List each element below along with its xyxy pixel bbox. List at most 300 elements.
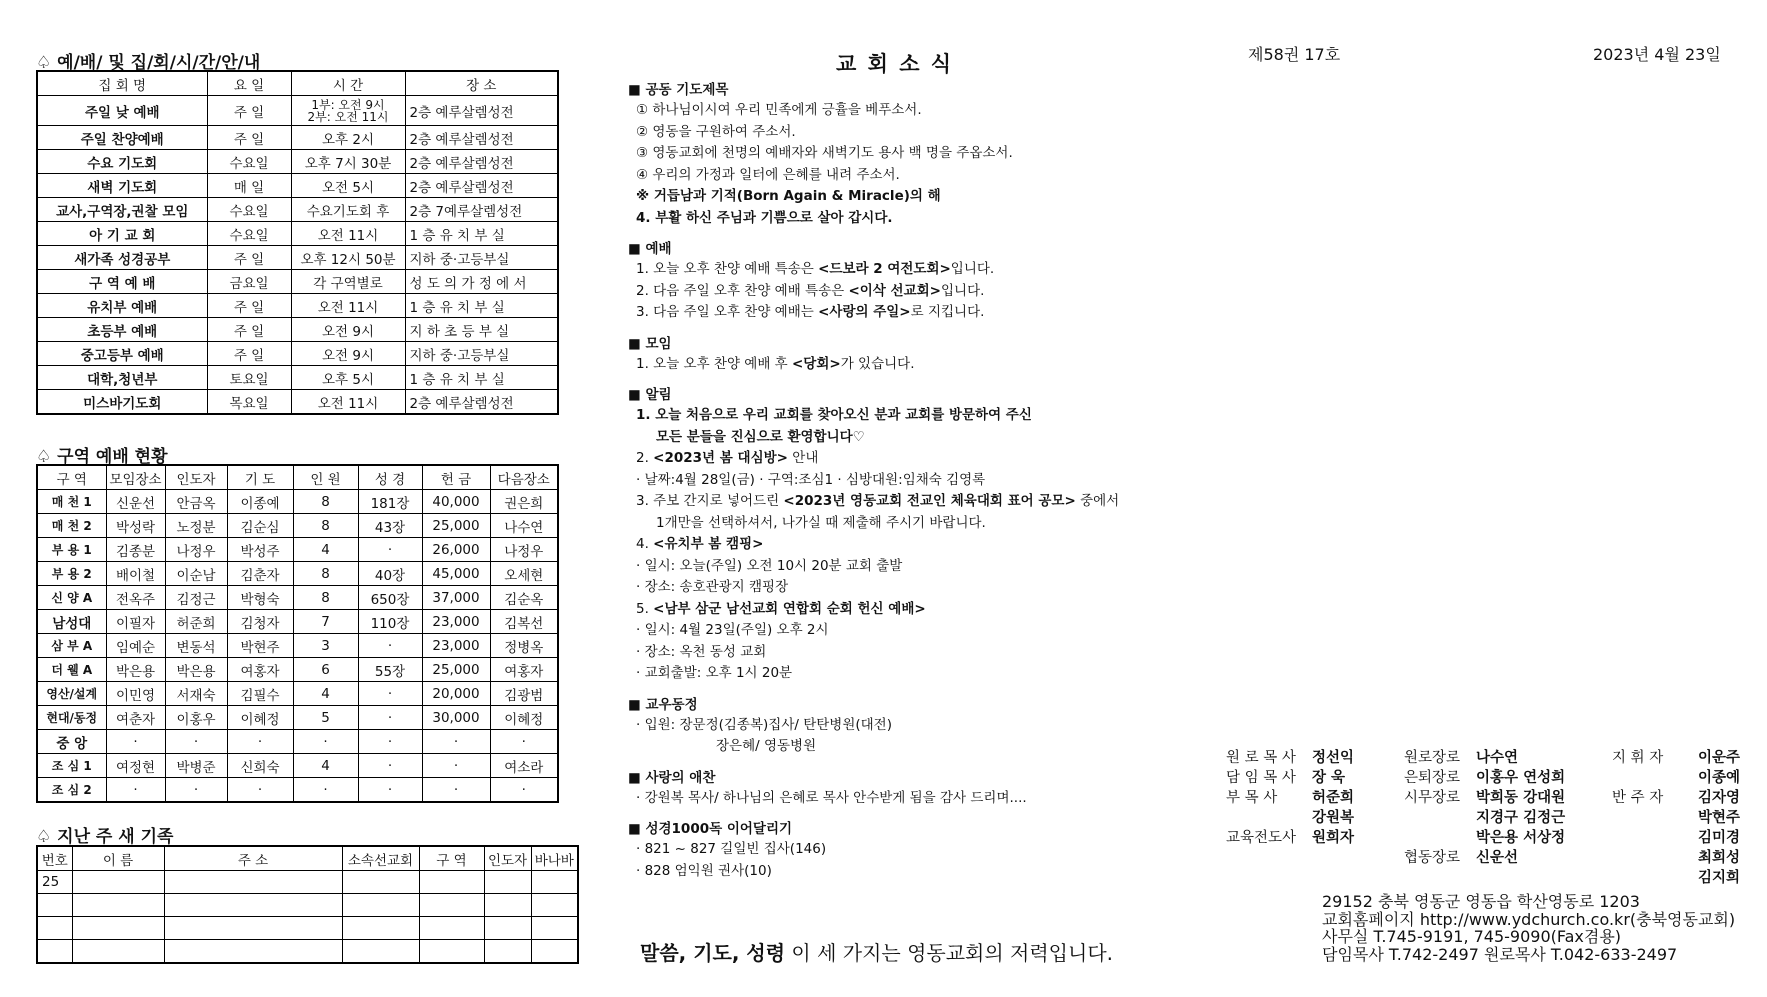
newcomer-cell <box>164 871 342 894</box>
meeting-time: 오전 11시 <box>291 294 405 318</box>
meeting-name: 주일 찬양예배 <box>37 126 207 150</box>
meeting-place: 2층 예루살렘성전 <box>405 174 558 198</box>
meeting-time: 오전 11시 <box>291 222 405 246</box>
issue-number: 제58권 17호 <box>1248 45 1341 64</box>
staff-entry <box>1226 828 1354 848</box>
meeting-name: 교사,구역장,권찰 모임 <box>37 198 207 222</box>
year-theme: ※ 거듭남과 기적(Born Again & Miracle)의 해 <box>636 188 941 204</box>
meeting-name: 초등부 예배 <box>37 318 207 342</box>
love-feast-heading: ■ 사랑의 애찬 <box>628 769 716 786</box>
district-name: 부 용 1 <box>37 538 106 562</box>
newcomer-cell <box>419 871 484 894</box>
newcomer-cell <box>72 871 164 894</box>
meeting-name: 주일 낮 예배 <box>37 96 207 126</box>
newcomer-cell <box>72 917 164 940</box>
meeting-place: 2층 예루살렘성전 <box>405 96 558 126</box>
newcomer-cell <box>484 871 531 894</box>
meeting-day: 토요일 <box>207 366 291 390</box>
meeting-place: 1 층 유 치 부 실 <box>405 366 558 390</box>
district-row <box>37 610 558 634</box>
meeting-place: 1 층 유 치 부 실 <box>405 294 558 318</box>
next-place: 김광범 <box>490 682 558 706</box>
offering: 23,000 <box>422 610 490 634</box>
pastor-phones: 담임목사 T.742-2497 원로목사 T.042-633-2497 <box>1322 944 1678 964</box>
meeting-place: 2층 예루살렘성전 <box>405 126 558 150</box>
next-place: · <box>490 778 558 803</box>
attendance: 8 <box>293 490 358 514</box>
district-name: 영산/설계 <box>37 682 106 706</box>
prayer-item: ④ 우리의 가정과 일터에 은혜를 내려 주소서. <box>636 166 900 183</box>
worship-row <box>37 96 558 126</box>
prayer: · <box>227 730 293 754</box>
meeting-name: 아 기 교 회 <box>37 222 207 246</box>
column-header: 모임장소 <box>106 465 165 490</box>
column-header: 이 름 <box>72 846 164 871</box>
newcomer-cell: 25 <box>37 871 72 894</box>
meeting-name: 새가족 성경공부 <box>37 246 207 270</box>
newcomer-cell <box>419 940 484 964</box>
district-report-title: ♤ 구역 예배 현황 <box>36 447 168 467</box>
prayer: 박성주 <box>227 538 293 562</box>
leader: 박은용 <box>165 658 227 682</box>
district-row <box>37 562 558 586</box>
meeting-day: 금요일 <box>207 270 291 294</box>
meeting-day: 수요일 <box>207 222 291 246</box>
column-header: 다음장소 <box>490 465 558 490</box>
worship-row <box>37 126 558 150</box>
meeting-place: 지 하 초 등 부 실 <box>405 318 558 342</box>
district-name: 삼 부 A <box>37 634 106 658</box>
leader: 허준희 <box>165 610 227 634</box>
notice-line: 4. <유치부 봄 캠핑> <box>636 536 764 552</box>
worship-row <box>37 366 558 390</box>
notice-line: · 날짜:4월 28일(금) · 구역:조심1 · 심방대원:임채숙 김영록 <box>636 471 986 488</box>
district-name: 신 양 A <box>37 586 106 610</box>
staff-name: 박은용 서상정 <box>1476 830 1566 846</box>
newcomer-cell <box>484 894 531 917</box>
postal-address: 29152 충북 영동군 영동읍 학산영동로 1203 <box>1322 892 1640 911</box>
column-header: 주 소 <box>164 846 342 871</box>
attendance: 4 <box>293 538 358 562</box>
meeting-day: 목요일 <box>207 390 291 415</box>
prayer: 이혜정 <box>227 706 293 730</box>
staff-role: 교육전도사 <box>1226 830 1297 846</box>
prayer: 김청자 <box>227 610 293 634</box>
worship-row <box>37 390 558 415</box>
meeting-time: 오후 7시 30분 <box>291 150 405 174</box>
staff-entry <box>1612 748 1740 768</box>
staff-name: 강원복 <box>1312 810 1355 826</box>
staff-role: 지 휘 자 <box>1612 750 1664 766</box>
notice-line: 1. 오늘 처음으로 우리 교회를 찾아오신 분과 교회를 방문하여 주신 <box>636 407 1032 423</box>
hymn: 43장 <box>358 514 422 538</box>
newcomer-cell <box>531 871 578 894</box>
worship-row <box>37 342 558 366</box>
newcomers-header-row <box>37 846 578 871</box>
meeting-place: · <box>106 730 165 754</box>
worship-row <box>37 198 558 222</box>
meeting-day: 주 일 <box>207 126 291 150</box>
meeting-place: 2층 7예루살렘성전 <box>405 198 558 222</box>
newcomer-cell <box>342 940 419 964</box>
meeting-name: 수요 기도회 <box>37 150 207 174</box>
members-heading: ■ 교우동정 <box>628 696 698 713</box>
meeting-name: 중고등부 예배 <box>37 342 207 366</box>
bible-reading-line: · 828 엄익원 권사(10) <box>636 862 772 879</box>
column-header: 인도자 <box>484 846 531 871</box>
attendance: · <box>293 778 358 803</box>
column-header: 시 간 <box>291 71 405 96</box>
district-row <box>37 730 558 754</box>
staff-entry <box>1612 768 1740 788</box>
offering: 45,000 <box>422 562 490 586</box>
newcomer-cell <box>531 940 578 964</box>
district-name: 더 웰 A <box>37 658 106 682</box>
newcomer-row <box>37 940 578 964</box>
leader: 박병준 <box>165 754 227 778</box>
hymn: 650장 <box>358 586 422 610</box>
prayer-heading: ■ 공동 기도제목 <box>628 82 729 98</box>
staff-entry <box>1612 868 1740 888</box>
worship-news-item: 3. 다음 주일 오후 찬양 예배는 <사랑의 주일>로 지킵니다. <box>636 304 985 320</box>
column-header: 번호 <box>37 846 72 871</box>
hymn: · <box>358 538 422 562</box>
worship-row <box>37 318 558 342</box>
column-header: 성 경 <box>358 465 422 490</box>
office-phone: 사무실 T.745-9191, 745-9090(Fax겸용) <box>1322 927 1622 946</box>
bible-reading-line: · 821 ~ 827 길일빈 집사(146) <box>636 841 827 857</box>
worship-news-item: 2. 다음 주일 오후 찬양 예배 특송은 <이삭 선교회>입니다. <box>636 282 985 299</box>
newcomer-cell <box>164 894 342 917</box>
district-row <box>37 514 558 538</box>
leader: 나정우 <box>165 538 227 562</box>
staff-entry <box>1404 808 1565 828</box>
meeting-time: 각 구역별로 <box>291 270 405 294</box>
members-line: · 입원: 장문정(김종복)집사/ 탄탄병원(대전) <box>636 716 892 733</box>
district-row <box>37 682 558 706</box>
meeting-place: 배이철 <box>106 562 165 586</box>
newcomers-table <box>36 845 579 964</box>
staff-name: 이홍우 연성희 <box>1476 770 1566 786</box>
notice-line: 모든 분들을 진심으로 환영합니다♡ <box>656 428 865 445</box>
staff-name: 박현주 <box>1698 810 1741 826</box>
staff-entry <box>1226 768 1354 788</box>
staff-name: 허준희 <box>1312 790 1355 806</box>
attendance: 8 <box>293 562 358 586</box>
worship-heading: ■ 예배 <box>628 241 672 257</box>
offering: 23,000 <box>422 634 490 658</box>
attendance: 8 <box>293 586 358 610</box>
next-place: 김순옥 <box>490 586 558 610</box>
staff-name: 김미경 <box>1698 830 1741 846</box>
staff-entry <box>1226 808 1354 828</box>
staff-role: 담 임 목 사 <box>1226 770 1296 786</box>
staff-entry <box>1226 748 1354 768</box>
newcomer-cell <box>37 894 72 917</box>
monthly-theme: 4. 부활 하신 주님과 기쁨으로 살아 갑시다. <box>636 209 893 226</box>
district-name: 중 앙 <box>37 730 106 754</box>
hymn: 55장 <box>358 658 422 682</box>
newcomer-row <box>37 871 578 894</box>
hymn: · <box>358 706 422 730</box>
newcomer-row <box>37 894 578 917</box>
newcomer-cell <box>342 871 419 894</box>
column-header: 바나바 <box>531 846 578 871</box>
staff-name: 최희성 <box>1698 850 1741 866</box>
bible-reading-heading: ■ 성경1000독 이어달리기 <box>628 821 793 837</box>
meeting-name: 유치부 예배 <box>37 294 207 318</box>
newcomer-cell <box>342 894 419 917</box>
meeting-place: 이필자 <box>106 610 165 634</box>
leader: 이순남 <box>165 562 227 586</box>
meeting-time: 오전 9시 <box>291 342 405 366</box>
notice-line: · 교회출발: 오후 1시 20분 <box>636 665 793 681</box>
prayer: 김순심 <box>227 514 293 538</box>
meeting-place: 박성락 <box>106 514 165 538</box>
district-name: 조 심 1 <box>37 754 106 778</box>
district-row <box>37 490 558 514</box>
prayer: 박형숙 <box>227 586 293 610</box>
meeting-place: 박은용 <box>106 658 165 682</box>
news-title: 교 회 소 식 <box>836 52 954 76</box>
meeting-place: 전옥주 <box>106 586 165 610</box>
meeting-day: 주 일 <box>207 318 291 342</box>
notice-line: 2. <2023년 봄 대심방> 안내 <box>636 450 819 466</box>
staff-entry <box>1404 768 1565 788</box>
district-row <box>37 778 558 803</box>
newcomer-cell <box>37 917 72 940</box>
staff-role: 원 로 목 사 <box>1226 750 1296 766</box>
newcomer-cell <box>531 894 578 917</box>
leader: 변동석 <box>165 634 227 658</box>
notice-line: · 장소: 송호관광지 캠핑장 <box>636 579 789 595</box>
column-header: 인도자 <box>165 465 227 490</box>
staff-elders <box>1404 748 1565 868</box>
website[interactable]: 교회홈페이지 http://www.ydchurch.co.kr(충북영동교회) <box>1322 909 1736 929</box>
prayer: 김필수 <box>227 682 293 706</box>
newcomer-cell <box>419 917 484 940</box>
worship-row <box>37 246 558 270</box>
meeting-place: 1 층 유 치 부 실 <box>405 222 558 246</box>
offering: · <box>422 730 490 754</box>
staff-entry <box>1612 828 1740 848</box>
staff-entry <box>1226 788 1354 808</box>
hymn: · <box>358 754 422 778</box>
staff-name: 정선익 <box>1312 750 1355 766</box>
column-header: 기 도 <box>227 465 293 490</box>
newcomer-cell <box>419 894 484 917</box>
attendance: 7 <box>293 610 358 634</box>
meeting-news-item: 1. 오늘 오후 찬양 예배 후 <당회>가 있습니다. <box>636 355 915 372</box>
meeting-place: 지하 중·고등부실 <box>405 342 558 366</box>
column-header: 장 소 <box>405 71 558 96</box>
worship-row <box>37 174 558 198</box>
hymn: 40장 <box>358 562 422 586</box>
district-report-table <box>36 464 559 803</box>
meeting-day: 주 일 <box>207 294 291 318</box>
staff-role: 부 목 사 <box>1226 790 1278 806</box>
next-place: 오세현 <box>490 562 558 586</box>
attendance: 6 <box>293 658 358 682</box>
column-header: 요 일 <box>207 71 291 96</box>
notice-line: 3. 주보 간지로 넣어드린 <2023년 영동교회 전교인 체육대회 표어 공모> 중에서 <box>636 493 1120 509</box>
district-row <box>37 634 558 658</box>
newcomer-cell <box>484 917 531 940</box>
notice-line: 1개만을 선택하셔서, 나가실 때 제출해 주시기 바랍니다. <box>656 514 986 531</box>
staff-entry <box>1612 788 1740 808</box>
next-place: 이혜정 <box>490 706 558 730</box>
district-row <box>37 658 558 682</box>
newcomer-cell <box>531 917 578 940</box>
worship-schedule-title: ♤ 예/배/ 및 집/회/시/간/안/내 <box>36 53 261 73</box>
attendance: 8 <box>293 514 358 538</box>
newcomer-row <box>37 917 578 940</box>
column-header: 구 역 <box>419 846 484 871</box>
offering: 20,000 <box>422 682 490 706</box>
church-motto: 말씀, 기도, 성령 이 세 가지는 영동교회의 저력입니다. <box>640 941 1113 965</box>
district-row <box>37 754 558 778</box>
church-news <box>628 80 1188 882</box>
worship-news-item: 1. 오늘 오후 찬양 예배 특송은 <드보라 2 여전도회>입니다. <box>636 261 995 277</box>
notice-line: · 일시: 오늘(주일) 오전 10시 20분 교회 출발 <box>636 557 903 574</box>
meeting-place: 지하 중·고등부실 <box>405 246 558 270</box>
staff-name: 장 욱 <box>1312 770 1346 786</box>
leader: · <box>165 730 227 754</box>
meeting-place: 이민영 <box>106 682 165 706</box>
meeting-heading: ■ 모임 <box>628 335 672 352</box>
love-feast-line: · 강원복 목사/ 하나님의 은혜로 목사 안수받게 됨을 감사 드리며.... <box>636 789 1027 806</box>
meeting-day: 수요일 <box>207 150 291 174</box>
staff-name: 이운주 <box>1698 750 1741 766</box>
notice-line: 5. <남부 삼군 남선교회 연합회 순회 헌신 예배> <box>636 600 926 617</box>
offering: 25,000 <box>422 658 490 682</box>
staff-name: 원희자 <box>1312 830 1355 846</box>
staff-role: 은퇴장로 <box>1404 770 1461 786</box>
staff-name: 신운선 <box>1476 850 1519 866</box>
column-header: 소속선교회 <box>342 846 419 871</box>
staff-entry <box>1612 848 1740 868</box>
next-place: · <box>490 730 558 754</box>
notice-line: · 장소: 옥천 동성 교회 <box>636 643 767 660</box>
prayer: 신희숙 <box>227 754 293 778</box>
members-line: 장은혜/ 영동병원 <box>716 738 817 754</box>
staff-role: 반 주 자 <box>1612 790 1664 806</box>
district-row <box>37 586 558 610</box>
meeting-day: 매 일 <box>207 174 291 198</box>
meeting-place: 2층 예루살렘성전 <box>405 150 558 174</box>
meeting-day: 수요일 <box>207 198 291 222</box>
staff-role: 원로장로 <box>1404 750 1461 766</box>
meeting-name: 새벽 기도회 <box>37 174 207 198</box>
meeting-time: 오후 2시 <box>291 126 405 150</box>
district-row <box>37 538 558 562</box>
meeting-time: 1부: 오전 9시 2부: 오전 11시 <box>291 96 405 126</box>
meeting-time: 오후 12시 50분 <box>291 246 405 270</box>
meeting-time: 오전 9시 <box>291 318 405 342</box>
attendance: 4 <box>293 754 358 778</box>
attendance: 4 <box>293 682 358 706</box>
staff-name: 지경구 김정근 <box>1476 810 1566 826</box>
staff-name: 이종예 <box>1698 770 1741 786</box>
meeting-place: 여정현 <box>106 754 165 778</box>
prayer: 여홍자 <box>227 658 293 682</box>
notice-heading: ■ 알림 <box>628 387 672 403</box>
worship-row <box>37 294 558 318</box>
meeting-place: 여춘자 <box>106 706 165 730</box>
district-name: 부 용 2 <box>37 562 106 586</box>
prayer: · <box>227 778 293 803</box>
hymn: · <box>358 730 422 754</box>
next-place: 나정우 <box>490 538 558 562</box>
meeting-place: 성 도 의 가 정 에 서 <box>405 270 558 294</box>
staff-entry <box>1404 828 1565 848</box>
offering: 37,000 <box>422 586 490 610</box>
meeting-place: 신운선 <box>106 490 165 514</box>
next-place: 권은희 <box>490 490 558 514</box>
newcomer-cell <box>164 940 342 964</box>
column-header: 집 회 명 <box>37 71 207 96</box>
newcomers-title: ♤ 지난 주 새 기족 <box>36 827 174 847</box>
leader: 안금옥 <box>165 490 227 514</box>
prayer-item: ② 영동을 구원하여 주소서. <box>636 123 796 140</box>
column-header: 인 원 <box>293 465 358 490</box>
next-place: 나수연 <box>490 514 558 538</box>
newcomer-cell <box>164 917 342 940</box>
staff-entry <box>1612 808 1740 828</box>
column-header: 헌 금 <box>422 465 490 490</box>
meeting-time: 오전 5시 <box>291 174 405 198</box>
staff-entry <box>1404 848 1565 868</box>
meeting-day: 주 일 <box>207 96 291 126</box>
leader: · <box>165 778 227 803</box>
attendance: · <box>293 730 358 754</box>
notice-line: · 일시: 4월 23일(주일) 오후 2시 <box>636 622 829 638</box>
hymn: · <box>358 682 422 706</box>
meeting-day: 주 일 <box>207 246 291 270</box>
church-address <box>1322 893 1735 963</box>
meeting-time: 오전 11시 <box>291 390 405 415</box>
next-place: 정병옥 <box>490 634 558 658</box>
worship-row <box>37 270 558 294</box>
newcomer-cell <box>72 894 164 917</box>
staff-role: 시무장로 <box>1404 790 1461 806</box>
staff-role: 협동장로 <box>1404 850 1461 866</box>
staff-name: 박희동 강대원 <box>1476 790 1566 806</box>
hymn: 110장 <box>358 610 422 634</box>
worship-schedule-table <box>36 70 559 415</box>
newcomer-cell <box>37 940 72 964</box>
staff-music <box>1612 748 1740 888</box>
staff-name: 김자영 <box>1698 790 1741 806</box>
district-name: 남성대 <box>37 610 106 634</box>
offering: · <box>422 754 490 778</box>
staff-name: 나수연 <box>1476 750 1519 766</box>
leader: 이홍우 <box>165 706 227 730</box>
meeting-place: · <box>106 778 165 803</box>
staff-entry <box>1404 748 1565 768</box>
meeting-place: 임예순 <box>106 634 165 658</box>
offering: 30,000 <box>422 706 490 730</box>
hymn: 181장 <box>358 490 422 514</box>
offering: 40,000 <box>422 490 490 514</box>
staff-name: 김지희 <box>1698 870 1741 886</box>
meeting-time: 수요기도회 후 <box>291 198 405 222</box>
worship-row <box>37 222 558 246</box>
next-place: 여홍자 <box>490 658 558 682</box>
meeting-name: 대학,청년부 <box>37 366 207 390</box>
newcomer-cell <box>72 940 164 964</box>
district-header-row <box>37 465 558 490</box>
